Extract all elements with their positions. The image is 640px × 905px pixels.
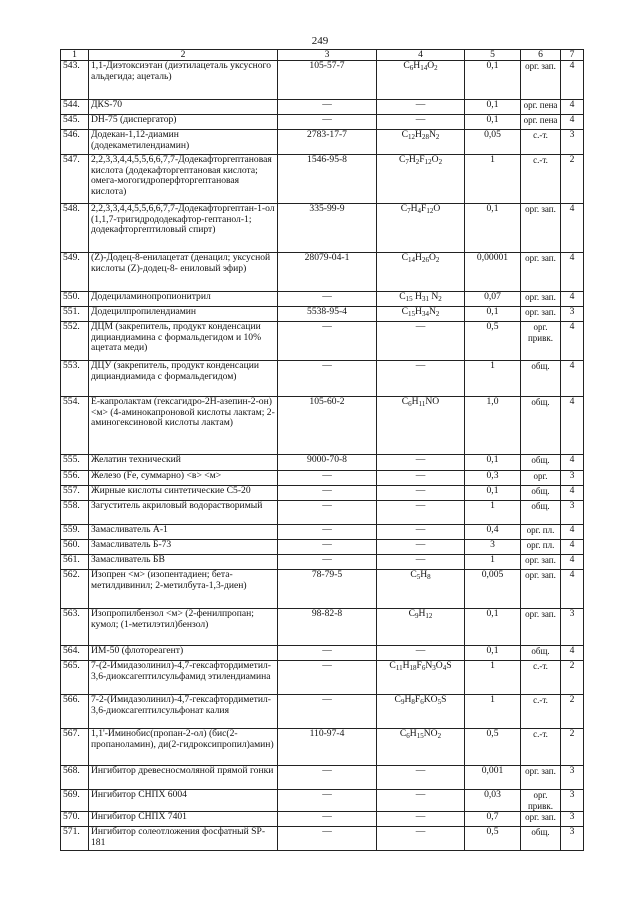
substance-name: ДКS-70 — [89, 100, 278, 115]
table-row — [61, 322, 584, 361]
chemical-formula: $C_5H_8$ — [377, 570, 465, 609]
hazard-class: 4 — [561, 555, 584, 570]
row-number: 545. — [61, 115, 89, 130]
chemical-formula: — — [377, 790, 465, 812]
table-row — [61, 292, 584, 307]
table-row — [61, 486, 584, 501]
chemical-formula: $C_6H_{15}NO_2$ — [377, 729, 465, 766]
hazard-class: 3 — [561, 501, 584, 525]
hazard-sign: орг. привк. — [521, 322, 561, 361]
cas-number: 2783-17-7 — [278, 130, 377, 155]
concentration-limit: 0,05 — [465, 130, 521, 155]
hazard-sign: с.-т. — [521, 695, 561, 729]
hazard-sign: орг. зап. — [521, 61, 561, 100]
row-number: 566. — [61, 695, 89, 729]
chemical-formula: $C_6H_{11}NO$ — [377, 397, 465, 455]
concentration-limit: 0,1 — [465, 486, 521, 501]
cas-number: — — [278, 827, 377, 851]
substance-name: 2,2,3,3,4,4,5,5,6,6,7,7-Додекафторгептан-1-ол (1,1,7-тригидрододекафтор-гептанол-1; додекафторгептиловый спирт) — [89, 204, 278, 253]
table-row — [61, 609, 584, 646]
hazard-class: 3 — [561, 827, 584, 851]
substance-name: DH-75 (диспергатор) — [89, 115, 278, 130]
hazard-sign: орг. пена — [521, 100, 561, 115]
table-row — [61, 253, 584, 292]
concentration-limit: 0,07 — [465, 292, 521, 307]
substance-name: Изопрен <м> (изопентадиен; бета-метилдивинил; 2-метилбута-1,3-диен) — [89, 570, 278, 609]
cas-number: — — [278, 812, 377, 827]
substance-name: 1,1-Диэтоксиэтан (диэтилацеталь уксусного альдегида; ацеталь) — [89, 61, 278, 100]
hazard-sign: орг. зап. — [521, 609, 561, 646]
hazard-class: 4 — [561, 525, 584, 540]
concentration-limit: 0,1 — [465, 61, 521, 100]
chemical-formula: $C_{15}$ $H_{31}$ $N_2$ — [377, 292, 465, 307]
cas-number: 78-79-5 — [278, 570, 377, 609]
concentration-limit: 1 — [465, 661, 521, 695]
table-row — [61, 204, 584, 253]
table-row — [61, 155, 584, 204]
hazard-class: 4 — [561, 253, 584, 292]
cas-number: — — [278, 292, 377, 307]
concentration-limit: 0,1 — [465, 115, 521, 130]
hazard-class: 4 — [561, 397, 584, 455]
concentration-limit: 0,03 — [465, 790, 521, 812]
substance-name: 7-2-(Имидазолинил)-4,7-гексафтордиметил- 3,6-диоксагептилсульфонат калия — [89, 695, 278, 729]
cas-number: 9000-70-8 — [278, 455, 377, 471]
column-header: 2 — [89, 50, 278, 61]
chemical-formula: — — [377, 501, 465, 525]
table-row — [61, 790, 584, 812]
cas-number: — — [278, 661, 377, 695]
chemical-formula: — — [377, 455, 465, 471]
row-number: 561. — [61, 555, 89, 570]
cas-number: — — [278, 525, 377, 540]
cas-number: 110-97-4 — [278, 729, 377, 766]
chemical-formula: — — [377, 646, 465, 661]
substance-name: Замасливатель А-1 — [89, 525, 278, 540]
chemical-formula: $C_{11}H_{18}F_6N_3O_4S$ — [377, 661, 465, 695]
hazard-sign: орг. зап. — [521, 570, 561, 609]
hazard-class: 4 — [561, 540, 584, 555]
row-number: 553. — [61, 361, 89, 397]
concentration-limit: 0,005 — [465, 570, 521, 609]
hazard-class: 3 — [561, 812, 584, 827]
cas-number: — — [278, 361, 377, 397]
table-row — [61, 130, 584, 155]
hazard-sign: общ. — [521, 397, 561, 455]
table-row — [61, 729, 584, 766]
concentration-limit: 1 — [465, 361, 521, 397]
table-row — [61, 766, 584, 790]
substance-name: Е-капролактам (гексагидро-2Н-азепин-2-он) <м> (4-аминокапроновой кислоты лактам; 2-аминогексиновой кислоты лактам) — [89, 397, 278, 455]
chemical-formula: — — [377, 540, 465, 555]
cas-number: — — [278, 486, 377, 501]
chemical-formula: — — [377, 525, 465, 540]
substance-name: ДЦМ (закрепитель, продукт конденсации дициандиамина с формальдегидом и 10% ацетата меди) — [89, 322, 278, 361]
substance-name: 1,1'-Иминобис(пропан-2-ол) (бис(2-пропаноламин), ди(2-гидроксипропил)амин) — [89, 729, 278, 766]
chemical-formula: — — [377, 486, 465, 501]
concentration-limit: 0,4 — [465, 525, 521, 540]
cas-number: — — [278, 790, 377, 812]
row-number: 569. — [61, 790, 89, 812]
column-header: 5 — [465, 50, 521, 61]
row-number: 568. — [61, 766, 89, 790]
row-number: 543. — [61, 61, 89, 100]
cas-number: 105-60-2 — [278, 397, 377, 455]
table-row — [61, 501, 584, 525]
substance-name: Загуститель акриловый водорастворимый — [89, 501, 278, 525]
cas-number: — — [278, 555, 377, 570]
substance-name: Жирные кислоты синтетические С5-20 — [89, 486, 278, 501]
table-row — [61, 540, 584, 555]
substance-name: 7-(2-Имидазолинил)-4,7-гексафтордиметил- 3,6-диоксагептилсульфамид этилендиамина — [89, 661, 278, 695]
hazard-sign: с.-т. — [521, 130, 561, 155]
hazard-sign: орг. пл. — [521, 540, 561, 555]
table-header-row — [61, 50, 584, 61]
hazard-class: 4 — [561, 646, 584, 661]
cas-number: — — [278, 540, 377, 555]
substance-name: Додециламинопропионитрил — [89, 292, 278, 307]
column-header: 1 — [61, 50, 89, 61]
hazard-sign: орг. зап. — [521, 253, 561, 292]
row-number: 544. — [61, 100, 89, 115]
concentration-limit: 0,1 — [465, 646, 521, 661]
row-number: 564. — [61, 646, 89, 661]
cas-number: — — [278, 115, 377, 130]
hazard-sign: общ. — [521, 486, 561, 501]
row-number: 563. — [61, 609, 89, 646]
substance-name: ИМ-50 (флотореагент) — [89, 646, 278, 661]
hazard-class: 4 — [561, 292, 584, 307]
cas-number: — — [278, 100, 377, 115]
concentration-limit: 0,1 — [465, 307, 521, 322]
row-number: 557. — [61, 486, 89, 501]
chemical-formula: $C_{12}H_{28}N_2$ — [377, 130, 465, 155]
table-row — [61, 646, 584, 661]
table-row — [61, 827, 584, 851]
hazard-sign: орг. зап. — [521, 292, 561, 307]
row-number: 551. — [61, 307, 89, 322]
substance-name: 2,2,3,3,4,4,5,5,6,6,7,7-Додекафторгептановая кислота (додекафторгептановая кислота; омега-могогидроперфторгептановая кислота) — [89, 155, 278, 204]
concentration-limit: 0,1 — [465, 455, 521, 471]
hazard-class: 3 — [561, 130, 584, 155]
table-row — [61, 307, 584, 322]
concentration-limit: 0,001 — [465, 766, 521, 790]
cas-number: — — [278, 501, 377, 525]
substance-name: Додецилпропилендиамин — [89, 307, 278, 322]
hazard-sign: с.-т. — [521, 155, 561, 204]
hazard-class: 3 — [561, 471, 584, 486]
hazard-sign: общ. — [521, 455, 561, 471]
cas-number: — — [278, 695, 377, 729]
hazard-sign: орг. зап. — [521, 204, 561, 253]
concentration-limit: 0,7 — [465, 812, 521, 827]
concentration-limit: 1 — [465, 555, 521, 570]
row-number: 552. — [61, 322, 89, 361]
column-header: 6 — [521, 50, 561, 61]
row-number: 570. — [61, 812, 89, 827]
cas-number: — — [278, 766, 377, 790]
table-row — [61, 695, 584, 729]
cas-number: 98-82-8 — [278, 609, 377, 646]
hazard-class: 4 — [561, 61, 584, 100]
substance-name: Додекан-1,12-диамин (додекаметилендиамин) — [89, 130, 278, 155]
hazard-class: 2 — [561, 695, 584, 729]
concentration-limit: 0,5 — [465, 322, 521, 361]
hazard-class: 4 — [561, 570, 584, 609]
table-row — [61, 100, 584, 115]
row-number: 562. — [61, 570, 89, 609]
table-row — [61, 525, 584, 540]
chemical-formula: — — [377, 115, 465, 130]
row-number: 548. — [61, 204, 89, 253]
chemical-formula: — — [377, 322, 465, 361]
row-number: 565. — [61, 661, 89, 695]
table-row — [61, 570, 584, 609]
hazard-class: 4 — [561, 361, 584, 397]
column-header: 7 — [561, 50, 584, 61]
substance-name: Замасливатель БВ — [89, 555, 278, 570]
cas-number: 28079-04-1 — [278, 253, 377, 292]
concentration-limit: 0,1 — [465, 100, 521, 115]
row-number: 547. — [61, 155, 89, 204]
cas-number: — — [278, 471, 377, 486]
table-row — [61, 361, 584, 397]
row-number: 546. — [61, 130, 89, 155]
chemical-formula: — — [377, 471, 465, 486]
chemical-formula: $C_{15}H_{34}N_2$ — [377, 307, 465, 322]
substance-name: (Z)-Додец-8-енилацетат (денацил; уксусной кислоты (Z)-додец-8- ениловый эфир) — [89, 253, 278, 292]
table-row — [61, 812, 584, 827]
substance-name: Ингибитор солеотложения фосфатный SP-181 — [89, 827, 278, 851]
table-row — [61, 471, 584, 486]
hazard-class: 4 — [561, 486, 584, 501]
cas-number: 1546-95-8 — [278, 155, 377, 204]
concentration-limit: 0,5 — [465, 827, 521, 851]
cas-number: 105-57-7 — [278, 61, 377, 100]
hazard-sign: общ. — [521, 646, 561, 661]
substance-name: Изопропилбензол <м> (2-фенилпропан; кумол; (1-метилэтил)бензол) — [89, 609, 278, 646]
hazard-sign: орг. привк. — [521, 790, 561, 812]
hazard-sign: общ. — [521, 827, 561, 851]
concentration-limit: 0,1 — [465, 204, 521, 253]
row-number: 571. — [61, 827, 89, 851]
substance-name: Замасливатель Б-73 — [89, 540, 278, 555]
hazard-sign: с.-т. — [521, 729, 561, 766]
concentration-limit: 3 — [465, 540, 521, 555]
row-number: 558. — [61, 501, 89, 525]
concentration-limit: 1 — [465, 501, 521, 525]
concentration-limit: 0,5 — [465, 729, 521, 766]
chemical-formula: $C_6H_{14}O_2$ — [377, 61, 465, 100]
substance-name: Ингибитор СНПХ 7401 — [89, 812, 278, 827]
hazard-class: 4 — [561, 455, 584, 471]
row-number: 556. — [61, 471, 89, 486]
table-row — [61, 661, 584, 695]
hazard-class: 4 — [561, 115, 584, 130]
hazard-class: 3 — [561, 307, 584, 322]
table-row — [61, 115, 584, 130]
chemical-formula: — — [377, 361, 465, 397]
hazard-sign: орг. пена — [521, 115, 561, 130]
hazard-sign: с.-т. — [521, 661, 561, 695]
chemical-formula: — — [377, 555, 465, 570]
row-number: 567. — [61, 729, 89, 766]
hazard-sign: орг. зап. — [521, 307, 561, 322]
substance-name: Желатин технический — [89, 455, 278, 471]
hazard-sign: орг. зап. — [521, 812, 561, 827]
hazard-class: 4 — [561, 204, 584, 253]
cas-number: — — [278, 646, 377, 661]
chemical-formula: $C_9H_{12}$ — [377, 609, 465, 646]
substances-table — [60, 49, 584, 851]
hazard-sign: орг. зап. — [521, 555, 561, 570]
hazard-class: 2 — [561, 729, 584, 766]
hazard-class: 4 — [561, 322, 584, 361]
row-number: 559. — [61, 525, 89, 540]
chemical-formula: $C_7H_4F_{12}O$ — [377, 204, 465, 253]
row-number: 549. — [61, 253, 89, 292]
substance-name: Ингибитор древесносмоляной прямой гонки — [89, 766, 278, 790]
chemical-formula: — — [377, 100, 465, 115]
row-number: 560. — [61, 540, 89, 555]
chemical-formula: $C_{14}H_{26}O_2$ — [377, 253, 465, 292]
concentration-limit: 0,1 — [465, 609, 521, 646]
table-row — [61, 455, 584, 471]
chemical-formula: $C_7H_2F_{12}O_2$ — [377, 155, 465, 204]
cas-number: 335-99-9 — [278, 204, 377, 253]
page-number: 249 — [311, 35, 329, 47]
cas-number: 5538-95-4 — [278, 307, 377, 322]
hazard-sign: общ. — [521, 361, 561, 397]
concentration-limit: 1,0 — [465, 397, 521, 455]
hazard-sign: общ. — [521, 501, 561, 525]
hazard-sign: орг. зап. — [521, 766, 561, 790]
hazard-sign: орг. — [521, 471, 561, 486]
hazard-class: 3 — [561, 766, 584, 790]
concentration-limit: 1 — [465, 695, 521, 729]
chemical-formula: — — [377, 827, 465, 851]
row-number: 555. — [61, 455, 89, 471]
column-header: 3 — [278, 50, 377, 61]
hazard-class: 2 — [561, 661, 584, 695]
hazard-class: 4 — [561, 100, 584, 115]
substance-name: Ингибитор СНПХ 6004 — [89, 790, 278, 812]
concentration-limit: 1 — [465, 155, 521, 204]
chemical-formula: — — [377, 766, 465, 790]
hazard-class: 3 — [561, 609, 584, 646]
hazard-class: 3 — [561, 790, 584, 812]
substance-name: Железо (Fe, суммарно) <в> <м> — [89, 471, 278, 486]
table-row — [61, 555, 584, 570]
chemical-formula: $C_9H_8F_6KO_5S$ — [377, 695, 465, 729]
substance-name: ДЦУ (закрепитель, продукт конденсации дициандиамида с формальдегидом) — [89, 361, 278, 397]
concentration-limit: 0,3 — [465, 471, 521, 486]
table-row — [61, 61, 584, 100]
row-number: 550. — [61, 292, 89, 307]
hazard-class: 2 — [561, 155, 584, 204]
chemical-formula: — — [377, 812, 465, 827]
table-row — [61, 397, 584, 455]
hazard-sign: орг. пл. — [521, 525, 561, 540]
concentration-limit: 0,00001 — [465, 253, 521, 292]
row-number: 554. — [61, 397, 89, 455]
cas-number: — — [278, 322, 377, 361]
column-header: 4 — [377, 50, 465, 61]
